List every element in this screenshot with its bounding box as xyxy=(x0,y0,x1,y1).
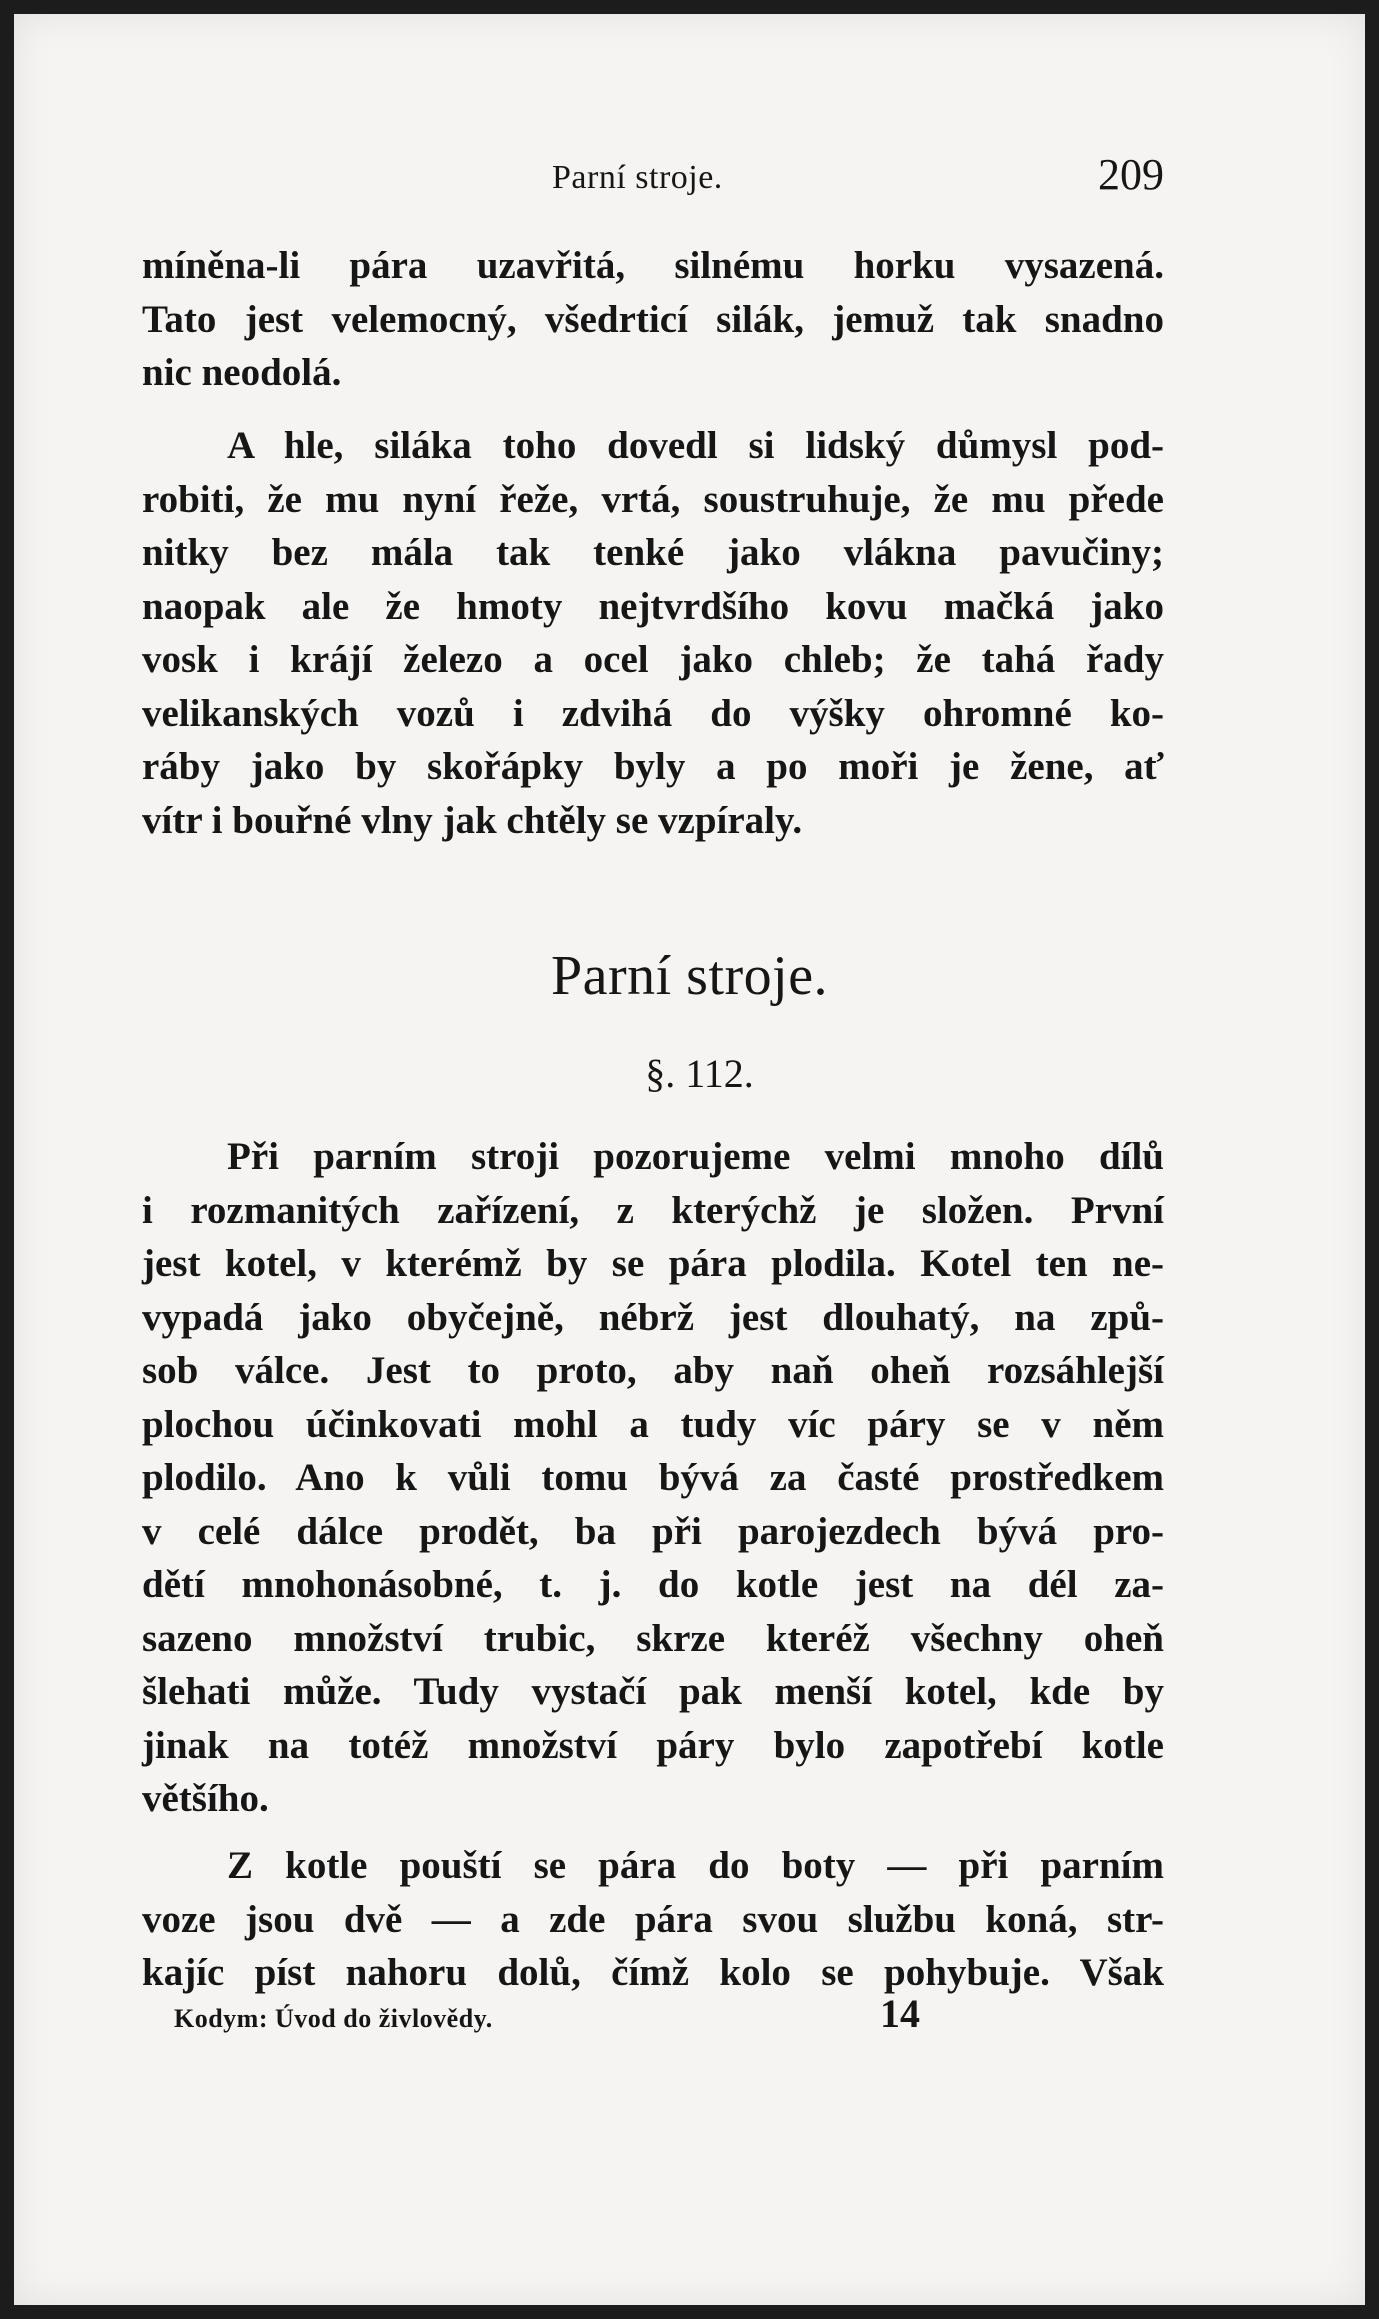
paragraph-pista xyxy=(142,1839,1164,2000)
text-line: A hle, siláka toho dovedl si lidský důmysl pod- xyxy=(227,424,1164,467)
text-line: vypadá jako obyčejně, nébrž jest dlouhatý, na způ- xyxy=(142,1295,1164,1339)
text-line: Z kotle pouští se pára do boty — při parním xyxy=(227,1844,1164,1887)
printer-signature: Kodym: Úvod do živlovědy. xyxy=(174,2004,493,2033)
text-line: plochou účinkovati mohl a tudy víc páry se v něm xyxy=(142,1402,1164,1446)
text-line: robiti, že mu nyní řeže, vrtá, soustruhuje, že mu přede xyxy=(142,477,1164,521)
text-line: většího. xyxy=(142,1777,269,1820)
running-head xyxy=(142,149,1164,209)
text-line: v celé dálce prodět, ba při parojezdech bývá pro- xyxy=(142,1509,1164,1553)
text-line: jest kotel, v kterémž by se pára plodila. Kotel ten ne- xyxy=(142,1242,1164,1285)
paragraph-continuation xyxy=(142,239,1164,400)
text-line: jinak na totéž množství páry bylo zapotřebí kotle xyxy=(142,1723,1164,1767)
page-number: 209 xyxy=(1098,150,1164,199)
text-line: vosk i krájí železo a ocel jako chleb; že tahá řady xyxy=(142,638,1164,681)
text-line: nitky bez mála tak tenké jako vlákna pavučiny; xyxy=(142,531,1164,574)
text-line: míněna-li pára uzavřitá, silnému horku vysazená. xyxy=(142,244,1164,287)
running-title: Parní stroje. xyxy=(552,159,723,196)
section-number: §. 112. xyxy=(645,1051,754,1096)
text-line: voze jsou dvě — a zde pára svou službu koná, str- xyxy=(142,1897,1164,1941)
paragraph-silak xyxy=(142,419,1164,847)
text-line: vítr i bouřné vlny jak chtěly se vzpíraly. xyxy=(142,798,803,842)
text-line: velikanských vozů i zdvihá do výšky ohromné ko- xyxy=(142,691,1164,735)
section-heading: Parní stroje. xyxy=(550,945,829,1007)
text-line: dětí mnohonásobné, t. j. do kotle jest na dél za- xyxy=(142,1563,1164,1606)
text-line: kajíc píst nahoru dolů, čímž kolo se pohybuje. Však xyxy=(142,1951,1164,1994)
text-line: i rozmanitých zařízení, z kterýchž je složen. První xyxy=(142,1188,1164,1232)
text-line: Tato jest velemocný, všedrticí silák, jemuž tak snadno xyxy=(142,297,1164,341)
text-line: sazeno množství trubic, skrze kteréž všechny oheň xyxy=(142,1616,1164,1660)
book-page xyxy=(14,14,1365,2305)
text-line: ráby jako by skořápky byly a po moři je žene, ať xyxy=(142,745,1164,788)
text-line: sob válce. Jest to proto, aby naň oheň rozsáhlejší xyxy=(142,1349,1164,1392)
text-line: nic neodolá. xyxy=(142,351,342,394)
text-line: plodilo. Ano k vůli tomu bývá za časté prostředkem xyxy=(142,1456,1164,1499)
paragraph-kotel xyxy=(142,1130,1164,1826)
sheet-mark: 14 xyxy=(880,1991,920,2036)
text-line: naopak ale že hmoty nejtvrdšího kovu mačká jako xyxy=(142,584,1164,628)
text-line: šlehati může. Tudy vystačí pak menší kotel, kde by xyxy=(142,1670,1164,1713)
text-line: Při parním stroji pozorujeme velmi mnoho dílů xyxy=(227,1135,1164,1178)
